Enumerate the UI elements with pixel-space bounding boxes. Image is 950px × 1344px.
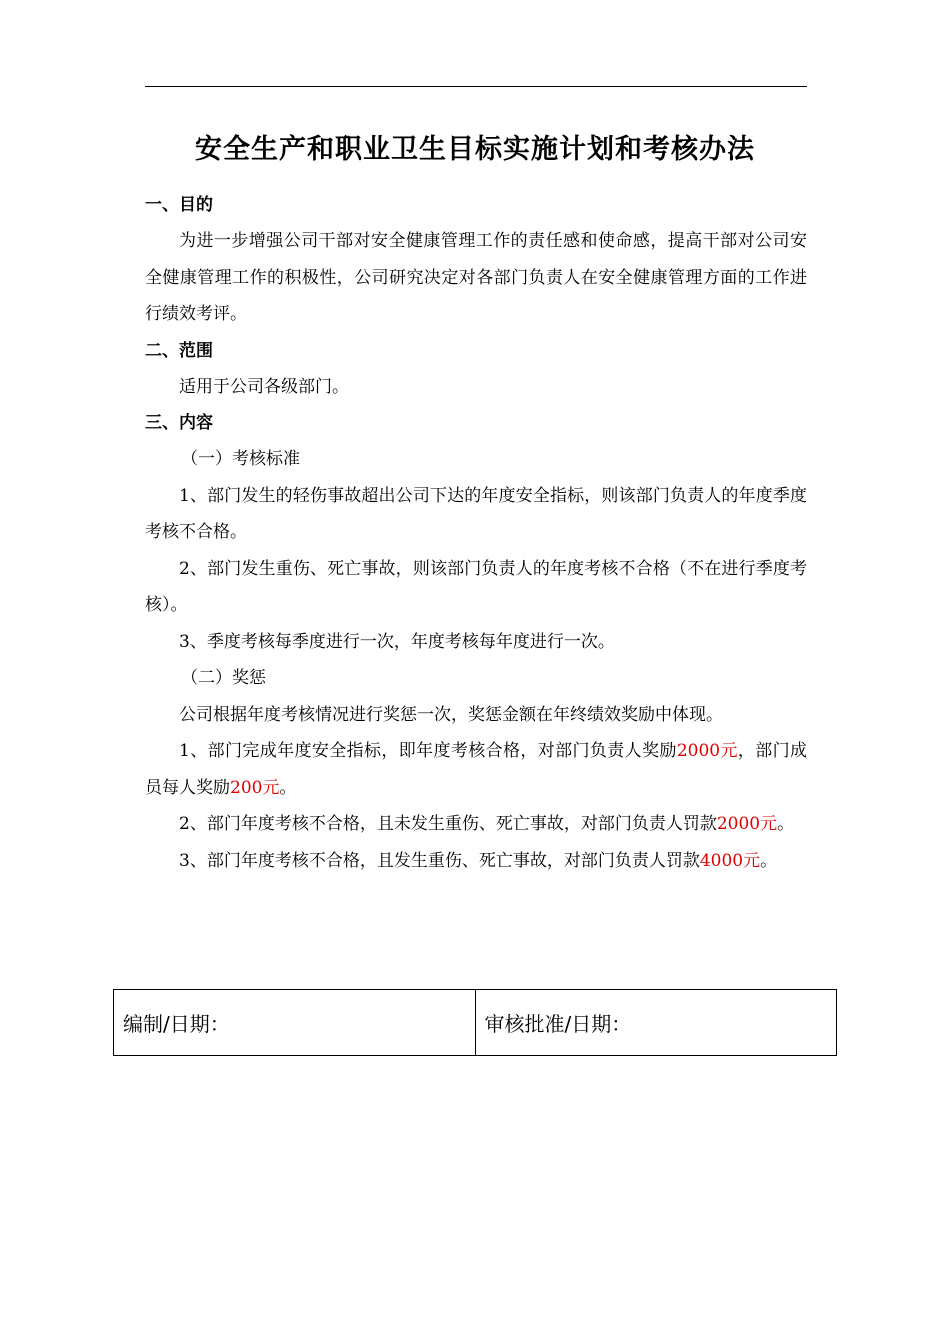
reward-item-1-text-c: 。 (279, 777, 297, 798)
document-body (145, 187, 807, 879)
standard-item-2: 2、部门发生重伤、死亡事故，则该部门负责人的年度考核不合格（不在进行季度考核）。 (145, 558, 807, 615)
header-rule (145, 86, 807, 87)
reward-item-1-text-a: 1、部门完成年度安全指标，即年度考核合格，对部门负责人奖励 (179, 741, 677, 761)
standard-item-3: 3、季度考核每季度进行一次，年度考核每年度进行一次。 (179, 631, 615, 652)
signature-table (113, 989, 837, 1056)
reward-item-2-text-a: 2、部门年度考核不合格，且未发生重伤、死亡事故，对部门负责人罚款 (179, 814, 717, 834)
reward-item-3-text-a: 3、部门年度考核不合格，且发生重伤、死亡事故，对部门负责人罚款 (179, 850, 700, 871)
reward-item-1 (145, 733, 807, 806)
reward-item-1-text-b: ，部门成员每人奖励 (145, 741, 807, 798)
subheading-rewards: （二）奖惩 (181, 668, 266, 688)
section-heading-scope: 二、范围 (145, 340, 213, 361)
reward-item-2-text-b: 。 (777, 814, 795, 834)
penalty-amount-minor: 2000元 (716, 814, 778, 834)
prepared-by-date-cell: 编制/日期： (123, 1012, 230, 1036)
reward-item-2 (145, 806, 807, 843)
reward-amount-member: 200元 (230, 777, 280, 798)
approved-by-date-cell: 审核批准/日期： (475, 990, 837, 1055)
standard-item-1: 1、部门发生的轻伤事故超出公司下达的年度安全指标，则该部门负责人的年度季度考核不合格。 (145, 485, 807, 542)
reward-item-3-text-b: 。 (760, 850, 778, 871)
section-heading-purpose: 一、目的 (145, 195, 213, 215)
purpose-paragraph: 为进一步增强公司干部对安全健康管理工作的责任感和使命感，提高干部对公司安全健康管理工作的积极性，公司研究决定对各部门负责人在安全健康管理方面的工作进行绩效考评。 (145, 231, 807, 324)
subheading-standards: （一）考核标准 (181, 449, 300, 469)
page-title: 安全生产和职业卫生目标实施计划和考核办法 (195, 134, 755, 165)
scope-paragraph: 适用于公司各级部门。 (179, 376, 349, 397)
penalty-amount-major: 4000元 (699, 850, 761, 871)
reward-item-3 (145, 843, 807, 880)
section-heading-content: 三、内容 (145, 413, 213, 433)
rewards-intro: 公司根据年度考核情况进行奖惩一次，奖惩金额在年终绩效奖励中体现。 (179, 704, 723, 725)
reward-amount-leader: 2000元 (676, 741, 738, 761)
